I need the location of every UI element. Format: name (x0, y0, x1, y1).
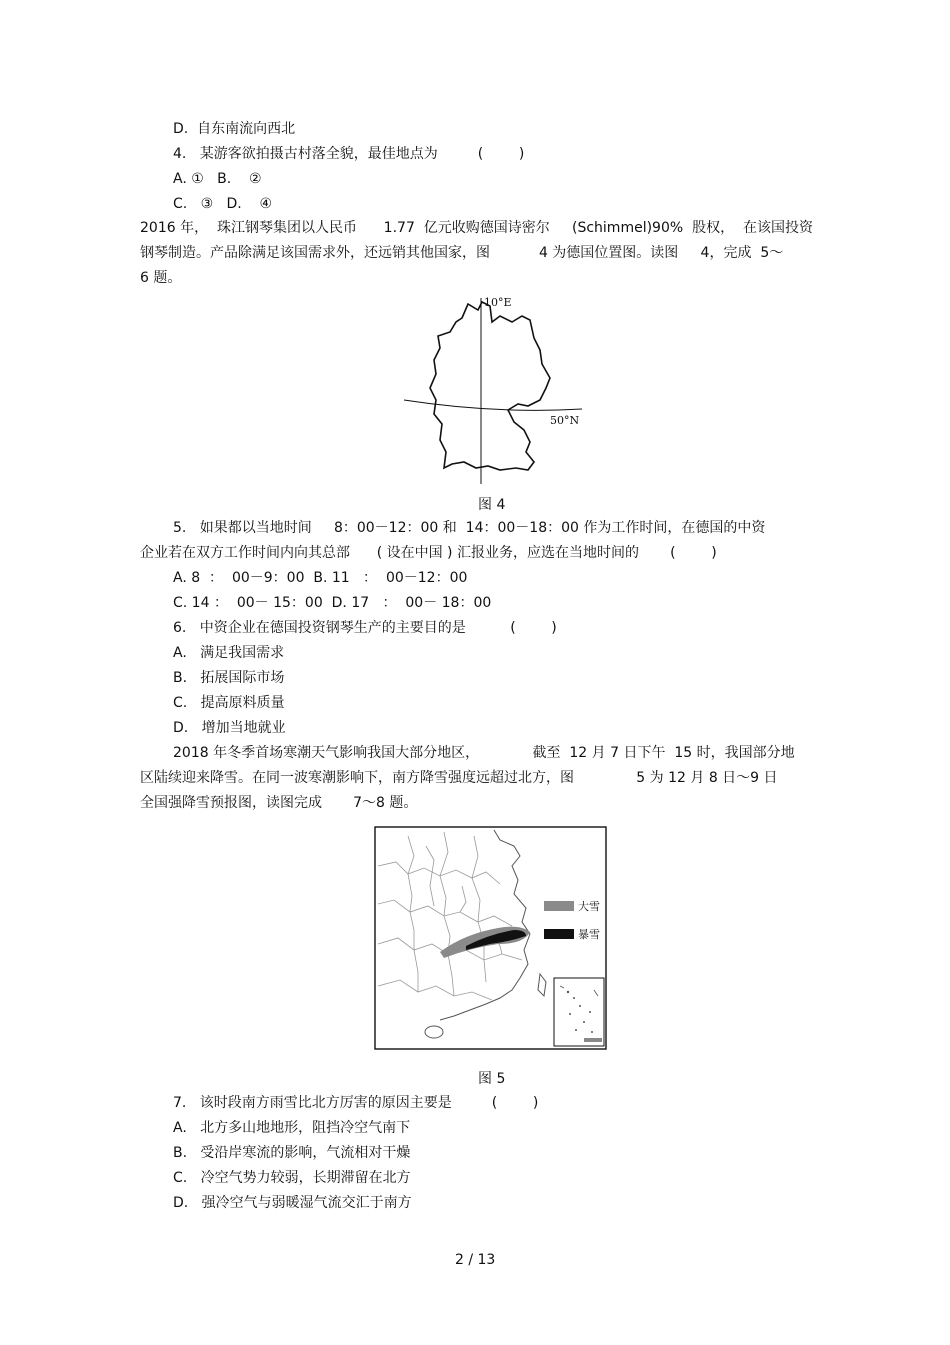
passage2-line2: 区陆续迎来降雪。在同一波寒潮影响下，南方降雪强度远超过北方，图 5 为 12 月 8 日～9 日 (140, 770, 778, 786)
page-number: 2 / 13 (455, 1252, 496, 1268)
q7-stem: 7. 该时段南方雨雪比北方厉害的原因主要是 ( ) (173, 1095, 539, 1111)
q6-option-b: B. 拓展国际市场 (173, 670, 285, 686)
legend-heavy-label: 大雪 (578, 900, 600, 913)
snowfall-map (374, 826, 608, 1052)
q4-options-ab: A. ① B. ② (173, 171, 262, 187)
legend-heavy-swatch (544, 901, 574, 911)
passage2-line1: 2018 年冬季首场寒潮天气影响我国大部分地区， 截至 12 月 7 日下午 15 时，我国部分地 (173, 745, 795, 761)
q7-option-c: C. 冷空气势力较弱，长期滞留在北方 (173, 1170, 411, 1186)
q5-stem-line1: 5. 如果都以当地时间 8：00－12：00 和 14：00－18：00 作为工作时间，在德国的中资 (173, 520, 766, 536)
figure5-caption: 图 5 (478, 1071, 506, 1087)
q6-stem: 6. 中资企业在德国投资钢琴生产的主要目的是 ( ) (173, 620, 557, 636)
legend-blizzard-swatch (544, 929, 574, 939)
south-china-sea-inset (554, 978, 604, 1046)
q5-stem-line2: 企业若在双方工作时间内向其总部 ( 设在中国 ) 汇报业务，应选在当地时间的 ( ) (140, 545, 717, 561)
parallel-label: 50°N (550, 414, 580, 427)
parallel-50n (404, 400, 582, 410)
inset-scale (584, 1038, 602, 1042)
germany-outline (430, 302, 550, 470)
passage2-line3: 全国强降雪预报图，读图完成 7～8 题。 (140, 795, 418, 811)
germany-map (400, 292, 590, 488)
legend-blizzard-label: 暴雪 (578, 928, 600, 941)
passage1-line1: 2016 年， 珠江钢琴集团以人民币 1.77 亿元收购德国诗密尔 (Schimmel)90% 股权， 在该国投资 (140, 220, 813, 236)
q5-options-ab: A. 8 ： 00－9：00 B. 11 ： 00－12：00 (173, 570, 468, 586)
q6-option-c: C. 提高原料质量 (173, 695, 285, 711)
q4-options-cd: C. ③ D. ④ (173, 196, 273, 212)
q6-option-a: A. 满足我国需求 (173, 645, 285, 661)
q4-stem: 4. 某游客欲拍摄古村落全貌，最佳地点为 ( ) (173, 146, 525, 162)
meridian-label: 10°E (484, 296, 512, 309)
hainan-island (425, 1026, 443, 1038)
passage1-line3: 6 题。 (140, 270, 182, 286)
q3-option-d: D. 自东南流向西北 (173, 121, 296, 137)
passage1-line2: 钢琴制造。产品除满足该国需求外，还远销其他国家，图 4 为德国位置图。读图 4，完成 5～ (140, 245, 784, 261)
figure4-caption: 图 4 (478, 497, 506, 513)
q5-options-cd: C. 14 ： 00－ 15：00 D. 17 ： 00－ 18：00 (173, 595, 492, 611)
q7-option-d: D. 强冷空气与弱暖湿气流交汇于南方 (173, 1195, 412, 1211)
q7-option-b: B. 受沿岸寒流的影响，气流相对干燥 (173, 1145, 411, 1161)
q6-option-d: D. 增加当地就业 (173, 720, 286, 736)
q7-option-a: A. 北方多山地地形，阻挡冷空气南下 (173, 1120, 411, 1136)
